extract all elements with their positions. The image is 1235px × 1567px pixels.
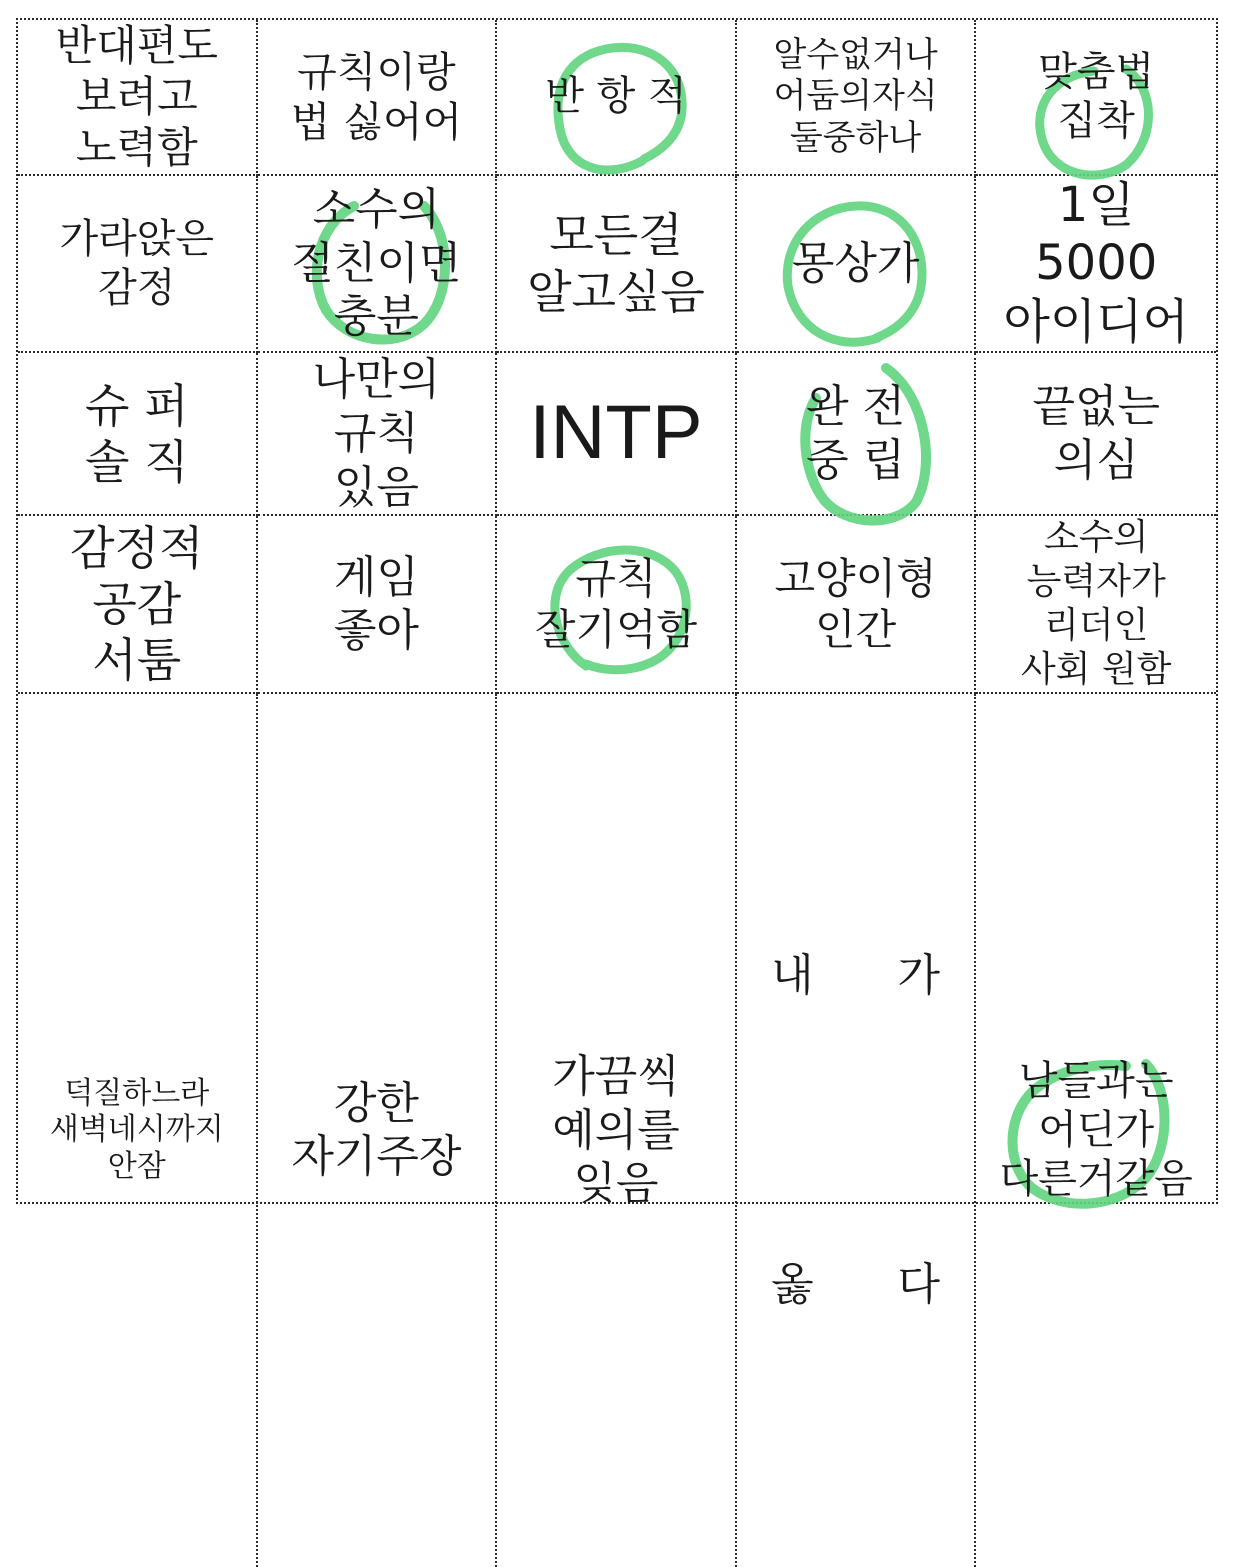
cell-text-line: 나만의 [312,354,441,406]
cell-text-line: 어둠의자식 [773,76,938,117]
cell-text-line: 능력자가 [1026,561,1166,603]
cell-text-line: 소수의 [312,184,441,236]
cell-text-line: 몽상가 [791,237,920,289]
bingo-cell-12[interactable] [258,353,498,516]
bingo-cell-25[interactable] [976,694,1216,1567]
cell-text-line: 완 전 [806,381,906,433]
bingo-cell-15[interactable] [976,353,1216,516]
cell-text-line: 끝없는 [1032,381,1160,433]
cell-text-line: 절친이면 [291,237,462,289]
bingo-cell-9[interactable] [737,176,977,354]
cell-text-line: 알고싶음 [527,264,705,319]
cell-text-line: 맞춤법 [1038,49,1155,96]
bingo-cell-5[interactable] [976,20,1216,176]
cell-text-line: 중 립 [806,434,906,486]
cell-text-line: 감정적 [70,521,204,575]
bingo-cell-24[interactable] [737,694,977,1567]
bingo-cell-20[interactable] [976,516,1216,694]
cell-text-line: 슈 퍼 [85,378,189,433]
bingo-cell-4[interactable] [737,20,977,176]
cell-text-line: 남들과는 [1018,1058,1174,1105]
bingo-cell-19[interactable] [737,516,977,694]
cell-text-line: 규칙 [333,408,419,460]
bingo-cell-21[interactable] [18,694,258,1567]
cell-text-line: 강한 [333,1077,419,1129]
bingo-cell-1[interactable] [18,20,258,176]
bingo-cell-8[interactable] [497,176,737,354]
cell-text-line: 둘중하나 [789,117,922,158]
cell-text-line: 인간 [815,605,897,655]
cell-text-line: 감정 [98,264,176,311]
cell-text-line: 잊음 [573,1158,659,1210]
bingo-cell-13[interactable] [497,353,737,516]
cell-text-line: 새벽네시까지 [49,1112,224,1148]
cell-text-line: 집착 [1057,97,1135,144]
cell-text-line: 노력함 [75,123,198,173]
bingo-cell-23[interactable] [497,694,737,1567]
bingo-cell-6[interactable] [18,176,258,354]
cell-text-line: 1일 [1057,176,1135,233]
cell-text-line: 규칙 [575,553,657,603]
bingo-cell-22[interactable] [258,694,498,1567]
bingo-cell-17[interactable] [258,516,498,694]
bingo-cell-2[interactable] [258,20,498,176]
cell-text-line: 법 싫어어 [290,97,463,146]
cell-text-line: 솔 직 [85,434,189,489]
bingo-board [16,18,1218,1311]
cell-text-line: 아이디어 [1003,293,1189,350]
cell-text-line: 충분 [333,291,419,343]
bingo-cell-18[interactable] [497,516,737,694]
cell-text-line: 사회 원함 [1020,649,1172,691]
bingo-cell-11[interactable] [18,353,258,516]
cell-text-line: 좋아 [333,605,419,657]
cell-text-line: 예의를 [552,1104,680,1156]
cell-text-line: 가라앉은 [59,215,215,262]
cell-text-line: 5000 [1035,235,1158,292]
cell-text-line: 의심 [1053,434,1139,486]
cell-text-line: 옳 다 [771,1259,941,1311]
cell-text-line: 덕질하느라 [64,1075,210,1111]
cell-text-line: 있음 [333,461,419,513]
bingo-cell-10[interactable] [976,176,1216,354]
cell-text-line: 어딘가 [1038,1107,1155,1154]
bingo-cell-14[interactable] [737,353,977,516]
cell-text-line: 서툼 [92,633,182,688]
cell-text-line: 다른거같음 [999,1155,1193,1202]
cell-text-line: 안잠 [107,1148,166,1184]
cell-text-line: INTP [529,390,703,476]
bingo-cell-3[interactable] [497,20,737,176]
cell-text-line: 내 가 [771,950,941,1002]
cell-text-line: 고양이형 [774,553,937,603]
cell-text-line: 공감 [92,577,182,632]
cell-text-line: 규칙이랑 [297,47,456,96]
cell-text-line: 보려고 [75,72,198,122]
cell-text-line: 반대편도 [55,21,218,70]
cell-text-line: 잘기억함 [534,605,698,655]
cell-text-line: 반 항 적 [545,73,687,120]
cell-text-line: 모든걸 [549,208,683,263]
bingo-cell-7[interactable] [258,176,498,354]
cell-text-line: 가끔씩 [552,1050,680,1102]
cell-text-line: 게임 [333,551,419,603]
cell-text-line: 알수없거나 [773,34,938,75]
bingo-cell-16[interactable] [18,516,258,694]
cell-text-line: 자기주장 [291,1131,462,1183]
cell-text-line: 소수의 [1044,517,1149,559]
cell-text-line: 리더인 [1044,605,1149,647]
